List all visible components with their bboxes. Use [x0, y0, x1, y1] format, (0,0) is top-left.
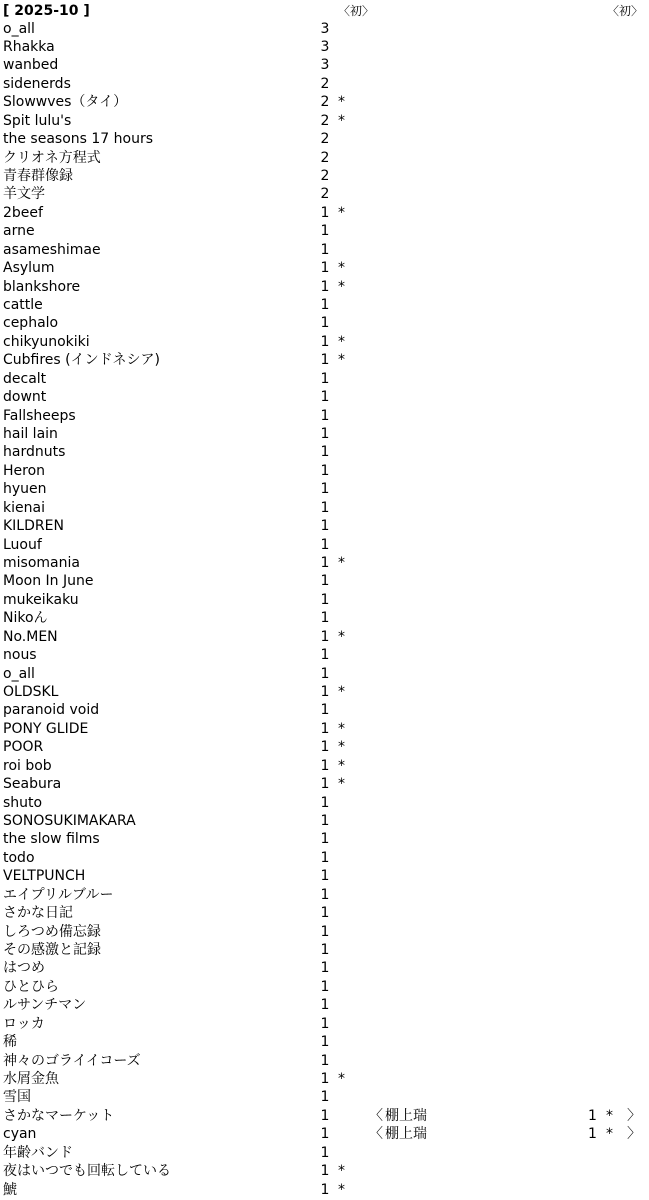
artist-name: kienai — [3, 499, 45, 516]
list-item — [0, 886, 649, 904]
artist-name: VELTPUNCH — [3, 868, 86, 885]
artist-name: 稀 — [3, 1034, 17, 1051]
artist-name: クリオネ方程式 — [3, 149, 101, 166]
artist-name: shuto — [3, 794, 43, 811]
artist-name: downt — [3, 389, 47, 406]
artist-name: しろつめ備忘録 — [3, 923, 101, 940]
appearance-count: 1 — [320, 333, 330, 350]
first-appearance-mark: * — [338, 554, 345, 571]
artist-name: the seasons 17 hours — [3, 131, 154, 148]
artist-name: roi bob — [3, 757, 52, 774]
first-appearance-mark: * — [338, 628, 345, 645]
extra-count: 1 — [588, 1107, 597, 1124]
artist-name: chikyunokiki — [3, 333, 90, 350]
artist-name: nous — [3, 647, 37, 664]
appearance-count: 1 — [320, 278, 330, 295]
artist-name: paranoid void — [3, 702, 100, 719]
list-item — [0, 554, 649, 572]
extra-artist-name: 棚上瑞 — [385, 1126, 427, 1143]
appearance-count: 1 — [320, 868, 330, 885]
list-item — [0, 112, 649, 130]
artist-name: KILDREN — [3, 518, 64, 535]
artist-name: hardnuts — [3, 444, 66, 461]
artist-name: ルサンチマン — [3, 997, 87, 1014]
extra-first-mark: * — [606, 1126, 613, 1143]
appearance-count: 2 — [320, 186, 330, 203]
artist-name: 羊文学 — [3, 186, 45, 203]
appearance-count: 1 — [320, 849, 330, 866]
artist-name: 2beef — [3, 204, 43, 221]
artist-name: asameshimae — [3, 241, 101, 258]
appearance-count: 2 — [320, 131, 330, 148]
list-item — [0, 536, 649, 554]
artist-name: さかな日記 — [3, 905, 73, 922]
artist-name: 水屑金魚 — [3, 1071, 59, 1087]
list-item — [0, 443, 649, 461]
artist-name: Spit lulu's — [3, 112, 72, 129]
appearance-count: 2 — [320, 94, 330, 111]
appearance-count: 1 — [320, 315, 330, 332]
artist-name: エイプリルブルー — [3, 886, 114, 903]
list-item — [0, 572, 649, 590]
appearance-count: 1 — [320, 1071, 330, 1087]
list-item — [0, 517, 649, 535]
appearance-count: 1 — [320, 886, 330, 903]
appearance-count: 1 — [320, 1015, 330, 1032]
first-appearance-mark: * — [338, 776, 345, 793]
list-item — [0, 794, 649, 812]
artist-name: decalt — [3, 370, 47, 387]
appearance-count: 1 — [320, 812, 330, 829]
artist-name: 夜はいつでも回転している — [3, 1163, 171, 1180]
appearance-count: 1 — [320, 1181, 330, 1198]
list-item — [0, 757, 649, 775]
appearance-count: 3 — [320, 38, 330, 55]
list-item — [0, 425, 649, 443]
list-item — [0, 1070, 649, 1088]
artist-name: hail lain — [3, 425, 58, 442]
list-item — [0, 130, 649, 148]
appearance-count: 1 — [320, 831, 330, 848]
first-appearance-mark: * — [338, 1181, 345, 1198]
artist-name: 神々のゴライイコーズ — [3, 1052, 141, 1069]
first-appearance-mark: * — [338, 683, 345, 700]
appearance-count: 1 — [320, 978, 330, 995]
appearance-count: 1 — [320, 923, 330, 940]
artist-name: hyuen — [3, 481, 47, 498]
list-item — [0, 56, 649, 74]
list-item — [0, 499, 649, 517]
appearance-count: 1 — [320, 573, 330, 590]
first-appearance-mark: * — [338, 720, 345, 737]
list-item — [0, 351, 649, 369]
list-item — [0, 222, 649, 240]
list-item — [0, 149, 649, 167]
artist-name: wanbed — [3, 57, 59, 74]
list-item — [0, 1107, 649, 1125]
appearance-count: 1 — [320, 1144, 330, 1161]
artist-name: o_all — [3, 665, 35, 682]
list-item — [0, 1033, 649, 1051]
artist-name: mukeikaku — [3, 591, 79, 608]
artist-name: Fallsheeps — [3, 407, 76, 424]
appearance-count: 2 — [320, 112, 330, 129]
appearance-count: 1 — [320, 204, 330, 221]
appearance-count: 1 — [320, 554, 330, 571]
extra-close-bracket: 〉 — [627, 1126, 641, 1143]
appearance-count: 1 — [320, 1126, 330, 1143]
appearance-count: 1 — [320, 683, 330, 700]
list-item — [0, 75, 649, 93]
first-appearance-mark: * — [338, 204, 345, 221]
artist-name: Heron — [3, 462, 46, 479]
appearance-count: 1 — [320, 499, 330, 516]
list-item — [0, 923, 649, 941]
appearance-count: 1 — [320, 591, 330, 608]
first-appearance-mark: * — [338, 278, 345, 295]
appearance-count: 1 — [320, 610, 330, 627]
artist-name: OLDSKL — [3, 683, 59, 700]
artist-name: はつめ — [3, 960, 45, 977]
artist-name: さかなマーケット — [3, 1107, 115, 1124]
artist-name: arne — [3, 223, 35, 240]
artist-name: Nikoん — [3, 610, 48, 627]
extra-count: 1 — [588, 1126, 597, 1143]
list-item — [0, 1125, 649, 1143]
list-item — [0, 20, 649, 38]
list-item — [0, 1181, 649, 1199]
appearance-count: 1 — [320, 997, 330, 1014]
appearance-count: 1 — [320, 942, 330, 958]
appearance-count: 1 — [320, 720, 330, 737]
artist-name: blankshore — [3, 278, 81, 295]
list-item — [0, 738, 649, 756]
artist-name: cyan — [3, 1126, 37, 1143]
appearance-count: 1 — [320, 776, 330, 793]
list-item — [0, 480, 649, 498]
appearance-count: 1 — [320, 462, 330, 479]
appearance-count: 1 — [320, 407, 330, 424]
list-item — [0, 278, 649, 296]
first-appearance-mark: * — [338, 94, 345, 111]
first-appearance-mark: * — [338, 1163, 345, 1180]
appearance-count: 3 — [320, 57, 330, 74]
artist-name: sidenerds — [3, 75, 71, 92]
list-item — [0, 167, 649, 185]
list-item — [0, 701, 649, 719]
list-item — [0, 1162, 649, 1180]
list-item — [0, 959, 649, 977]
appearance-count: 3 — [320, 20, 330, 37]
artist-name: the slow films — [3, 831, 100, 848]
appearance-count: 1 — [320, 960, 330, 977]
appearance-count: 1 — [320, 905, 330, 922]
artist-name: POOR — [3, 739, 44, 756]
appearance-count: 1 — [320, 296, 330, 313]
list-item — [0, 1015, 649, 1033]
extra-open-bracket: 〈 — [369, 1107, 383, 1124]
artist-name: 年齢バンド — [3, 1144, 73, 1161]
first-appearance-mark: * — [338, 757, 345, 774]
list-item — [0, 407, 649, 425]
appearance-count: 1 — [320, 425, 330, 442]
appearance-count: 1 — [320, 260, 330, 277]
first-appearance-mark: * — [338, 333, 345, 350]
list-item — [0, 93, 649, 111]
artist-name: Rhakka — [3, 38, 55, 55]
first-column-header-right: 〈初〉 — [607, 4, 644, 18]
list-item — [0, 812, 649, 830]
artist-name: Luouf — [3, 536, 42, 553]
artist-name: todo — [3, 849, 35, 866]
list-item — [0, 241, 649, 259]
appearance-count: 1 — [320, 444, 330, 461]
appearance-count: 1 — [320, 739, 330, 756]
appearance-count: 1 — [320, 481, 330, 498]
list-item — [0, 849, 649, 867]
appearance-count: 1 — [320, 518, 330, 535]
artist-name: Cubfires (インドネシア) — [3, 352, 160, 369]
list-item — [0, 388, 649, 406]
list-item — [0, 1144, 649, 1162]
appearance-count: 1 — [320, 794, 330, 811]
first-appearance-mark: * — [338, 260, 345, 277]
list-item — [0, 775, 649, 793]
list-item — [0, 38, 649, 56]
appearance-count: 1 — [320, 1107, 330, 1124]
extra-close-bracket: 〉 — [627, 1107, 641, 1124]
artist-name: SONOSUKIMAKARA — [3, 812, 136, 829]
first-appearance-mark: * — [338, 1071, 345, 1087]
list-item — [0, 204, 649, 222]
list-item — [0, 1052, 649, 1070]
appearance-count: 1 — [320, 757, 330, 774]
artist-name: Moon In June — [3, 573, 94, 590]
artist-name: Asylum — [3, 260, 55, 277]
appearance-count: 1 — [320, 665, 330, 682]
appearance-count: 1 — [320, 241, 330, 258]
extra-artist-name: 棚上瑞 — [385, 1107, 427, 1124]
list-item — [0, 296, 649, 314]
extra-open-bracket: 〈 — [369, 1126, 383, 1143]
list-item — [0, 646, 649, 664]
appearance-count: 1 — [320, 647, 330, 664]
artist-name: o_all — [3, 20, 35, 37]
first-appearance-mark: * — [338, 352, 345, 369]
list-item — [0, 314, 649, 332]
list-item — [0, 941, 649, 959]
artist-name: Seabura — [3, 776, 62, 793]
artist-name: 雪国 — [3, 1089, 31, 1106]
appearance-count: 1 — [320, 702, 330, 719]
artist-name: misomania — [3, 554, 80, 571]
list-item — [0, 665, 649, 683]
list-item — [0, 259, 649, 277]
list-item — [0, 591, 649, 609]
artist-name: ロッカ — [3, 1015, 45, 1032]
artist-name: ひとひら — [3, 978, 59, 995]
first-appearance-mark: * — [338, 739, 345, 756]
appearance-count: 1 — [320, 1052, 330, 1069]
first-column-header: 〈初〉 — [338, 4, 375, 18]
list-item — [0, 978, 649, 996]
extra-first-mark: * — [606, 1107, 613, 1124]
appearance-count: 2 — [320, 149, 330, 166]
artist-name: cattle — [3, 296, 43, 313]
list-item — [0, 628, 649, 646]
appearance-count: 1 — [320, 536, 330, 553]
appearance-count: 2 — [320, 75, 330, 92]
list-item — [0, 1088, 649, 1106]
list-item — [0, 370, 649, 388]
artist-name: PONY GLIDE — [3, 720, 89, 737]
appearance-count: 1 — [320, 352, 330, 369]
appearance-count: 1 — [320, 1163, 330, 1180]
appearance-count: 1 — [320, 389, 330, 406]
appearance-count: 1 — [320, 1089, 330, 1106]
list-item — [0, 720, 649, 738]
appearance-count: 2 — [320, 167, 330, 184]
artist-name: Slowwves（タイ） — [3, 94, 128, 111]
artist-name: No.MEN — [3, 628, 58, 645]
list-item — [0, 830, 649, 848]
artist-name: 青春群像録 — [3, 167, 73, 184]
list-item — [0, 185, 649, 203]
appearance-count: 1 — [320, 370, 330, 387]
list-item — [0, 683, 649, 701]
list-item — [0, 867, 649, 885]
list-item — [0, 996, 649, 1014]
list-item — [0, 333, 649, 351]
appearance-count: 1 — [320, 223, 330, 240]
list-item — [0, 462, 649, 480]
first-appearance-mark: * — [338, 112, 345, 129]
artist-name: その感激と記録 — [3, 942, 101, 958]
list-item — [0, 609, 649, 627]
period-title: [ 2025-10 ] — [3, 3, 90, 19]
appearance-count: 1 — [320, 1034, 330, 1051]
list-item — [0, 904, 649, 922]
artist-name: 鯱 — [3, 1181, 17, 1198]
artist-name: cephalo — [3, 315, 59, 332]
appearance-count: 1 — [320, 628, 330, 645]
